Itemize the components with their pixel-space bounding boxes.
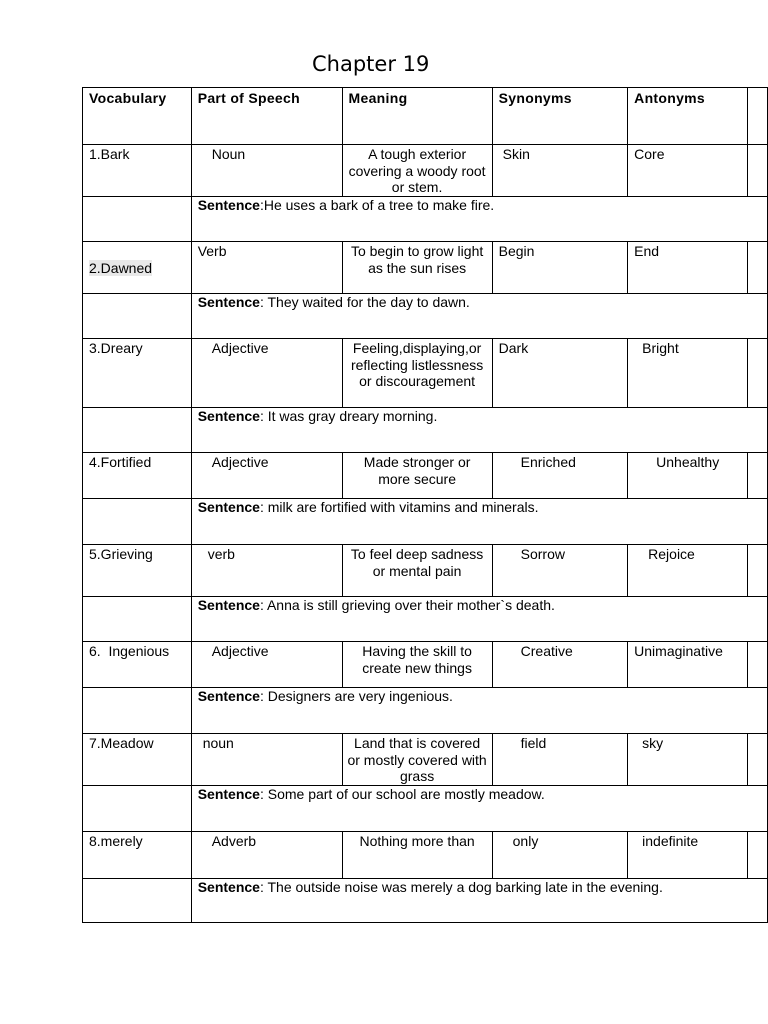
sentence-row [83, 408, 768, 453]
sentence-row [83, 499, 768, 545]
example-sentence: Sentence: Some part of our school are mostly meadow. [191, 785, 767, 831]
header-part-of-speech: Part of Speech [191, 88, 342, 145]
synonym: Creative [492, 642, 628, 688]
example-sentence: Sentence: milk are fortified with vitamins and minerals. [191, 499, 767, 545]
vocab-word: 1.Bark [83, 145, 192, 197]
header-vocabulary: Vocabulary [83, 88, 192, 145]
table-row [83, 642, 768, 688]
vocab-word: 7.Meadow [83, 734, 192, 786]
example-sentence: Sentence: They waited for the day to dawn. [191, 294, 767, 339]
meaning: A tough exterior covering a woody root or stem. [342, 145, 492, 197]
antonym: indefinite [628, 831, 748, 878]
synonym: Skin [492, 145, 628, 197]
meaning: Land that is covered or mostly covered with grass [342, 734, 492, 786]
example-sentence: Sentence:He uses a bark of a tree to make fire. [191, 197, 767, 242]
sentence-row [83, 197, 768, 242]
table-row [83, 734, 768, 786]
header-antonyms: Antonyms [628, 88, 748, 145]
table-row [83, 339, 768, 408]
vocab-word: 8.merely [83, 831, 192, 878]
sentence-label: Sentence [197, 688, 260, 704]
header-meaning: Meaning [342, 88, 492, 145]
table-row [83, 453, 768, 499]
part-of-speech: Adjective [191, 453, 342, 499]
page-title: Chapter 19 [312, 52, 430, 76]
synonym: Enriched [492, 453, 628, 499]
part-of-speech: noun [191, 734, 342, 786]
header-synonyms: Synonyms [492, 88, 628, 145]
part-of-speech: Adverb [191, 831, 342, 878]
sentence-row [83, 688, 768, 734]
vocab-word: 4.Fortified [83, 453, 192, 499]
part-of-speech: Verb [191, 242, 342, 294]
vocab-word: 5.Grieving [83, 545, 192, 597]
sentence-row [83, 294, 768, 339]
meaning: To begin to grow light as the sun rises [342, 242, 492, 294]
antonym: Bright [628, 339, 748, 408]
vocab-word: 6. Ingenious [83, 642, 192, 688]
part-of-speech: Adjective [191, 339, 342, 408]
vocab-word: 3.Dreary [83, 339, 192, 408]
antonym: sky [628, 734, 748, 786]
synonym: field [492, 734, 628, 786]
vocabulary-table [82, 87, 768, 923]
table-row [83, 242, 768, 294]
sentence-label: Sentence [197, 197, 260, 213]
meaning: Made stronger or more secure [342, 453, 492, 499]
antonym: Unhealthy [628, 453, 748, 499]
part-of-speech: Noun [191, 145, 342, 197]
sentence-row [83, 878, 768, 922]
synonym: Sorrow [492, 545, 628, 597]
sentence-label: Sentence [197, 597, 260, 613]
sentence-label: Sentence [197, 878, 260, 895]
header-extra [748, 88, 768, 145]
sentence-row [83, 597, 768, 642]
sentence-row [83, 785, 768, 831]
sentence-label: Sentence [197, 499, 260, 515]
sentence-label: Sentence [197, 408, 260, 424]
example-sentence: Sentence: The outside noise was merely a dog barking late in the evening. [191, 878, 767, 922]
part-of-speech: verb [191, 545, 342, 597]
antonym: End [628, 242, 748, 294]
antonym: Unimaginative [628, 642, 748, 688]
antonym: Rejoice [628, 545, 748, 597]
table-row [83, 145, 768, 197]
example-sentence: Sentence: Designers are very ingenious. [191, 688, 767, 734]
meaning: Having the skill to create new things [342, 642, 492, 688]
synonym: only [492, 831, 628, 878]
sentence-label: Sentence [197, 294, 260, 310]
antonym: Core [628, 145, 748, 197]
example-sentence: Sentence: It was gray dreary morning. [191, 408, 767, 453]
table-row [83, 545, 768, 597]
vocab-word: 2.Dawned [83, 242, 192, 294]
example-sentence: Sentence: Anna is still grieving over their mother`s death. [191, 597, 767, 642]
header-row [83, 88, 768, 145]
meaning: To feel deep sadness or mental pain [342, 545, 492, 597]
synonym: Begin [492, 242, 628, 294]
table-row [83, 831, 768, 878]
meaning: Nothing more than [342, 831, 492, 878]
sentence-label: Sentence [197, 785, 260, 802]
part-of-speech: Adjective [191, 642, 342, 688]
meaning: Feeling,displaying,or reflecting listlessness or discouragement [342, 339, 492, 408]
synonym: Dark [492, 339, 628, 408]
